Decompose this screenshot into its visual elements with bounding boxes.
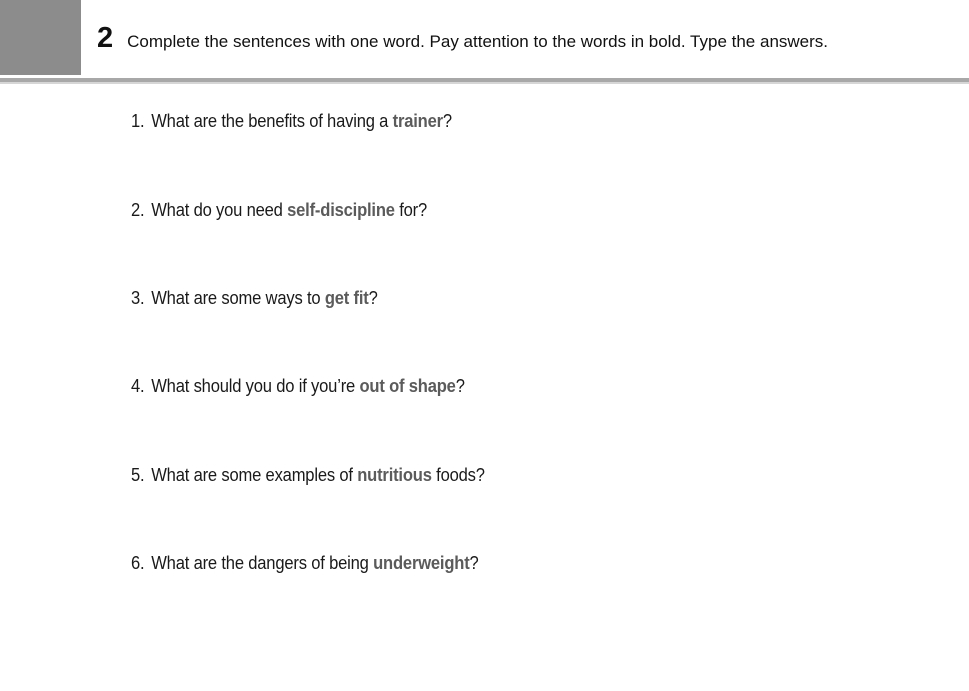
question-text-after: ? <box>442 111 452 131</box>
header-divider-shadow <box>0 82 969 84</box>
question-3 <box>131 288 378 309</box>
question-text-after: ? <box>455 376 465 396</box>
question-text-before: What should you do if you’re <box>151 376 360 396</box>
question-bold-word: nutritious <box>357 465 432 485</box>
question-bold-word: out of shape <box>359 376 456 396</box>
question-text-before: What are the benefits of having a <box>151 111 393 131</box>
exercise-number: 2 <box>97 22 114 54</box>
question-number: 6. <box>131 553 145 573</box>
question-number: 2. <box>131 200 145 220</box>
question-bold-word: self-discipline <box>287 200 395 220</box>
question-1 <box>131 111 452 132</box>
question-6 <box>131 553 479 574</box>
question-text-after: ? <box>368 288 378 308</box>
question-number: 4. <box>131 376 145 396</box>
question-5 <box>131 465 485 486</box>
question-number: 5. <box>131 465 145 485</box>
question-bold-word: trainer <box>392 111 443 131</box>
section-marker-block <box>0 0 81 75</box>
question-bold-word: underweight <box>373 553 470 573</box>
question-4 <box>131 376 465 397</box>
question-text-after: for? <box>394 200 428 220</box>
exercise-header <box>97 24 828 60</box>
question-bold-word: get fit <box>324 288 369 308</box>
question-number: 3. <box>131 288 145 308</box>
question-text-before: What are some examples of <box>151 465 358 485</box>
question-number: 1. <box>131 111 145 131</box>
exercise-instructions: Complete the sentences with one word. Pay attention to the words in bold. Type the answers. <box>127 32 829 51</box>
question-text-after: foods? <box>431 465 485 485</box>
question-2 <box>131 200 427 221</box>
question-text-before: What are the dangers of being <box>151 553 374 573</box>
question-text-before: What are some ways to <box>151 288 325 308</box>
question-text-after: ? <box>469 553 479 573</box>
question-text-before: What do you need <box>151 200 288 220</box>
